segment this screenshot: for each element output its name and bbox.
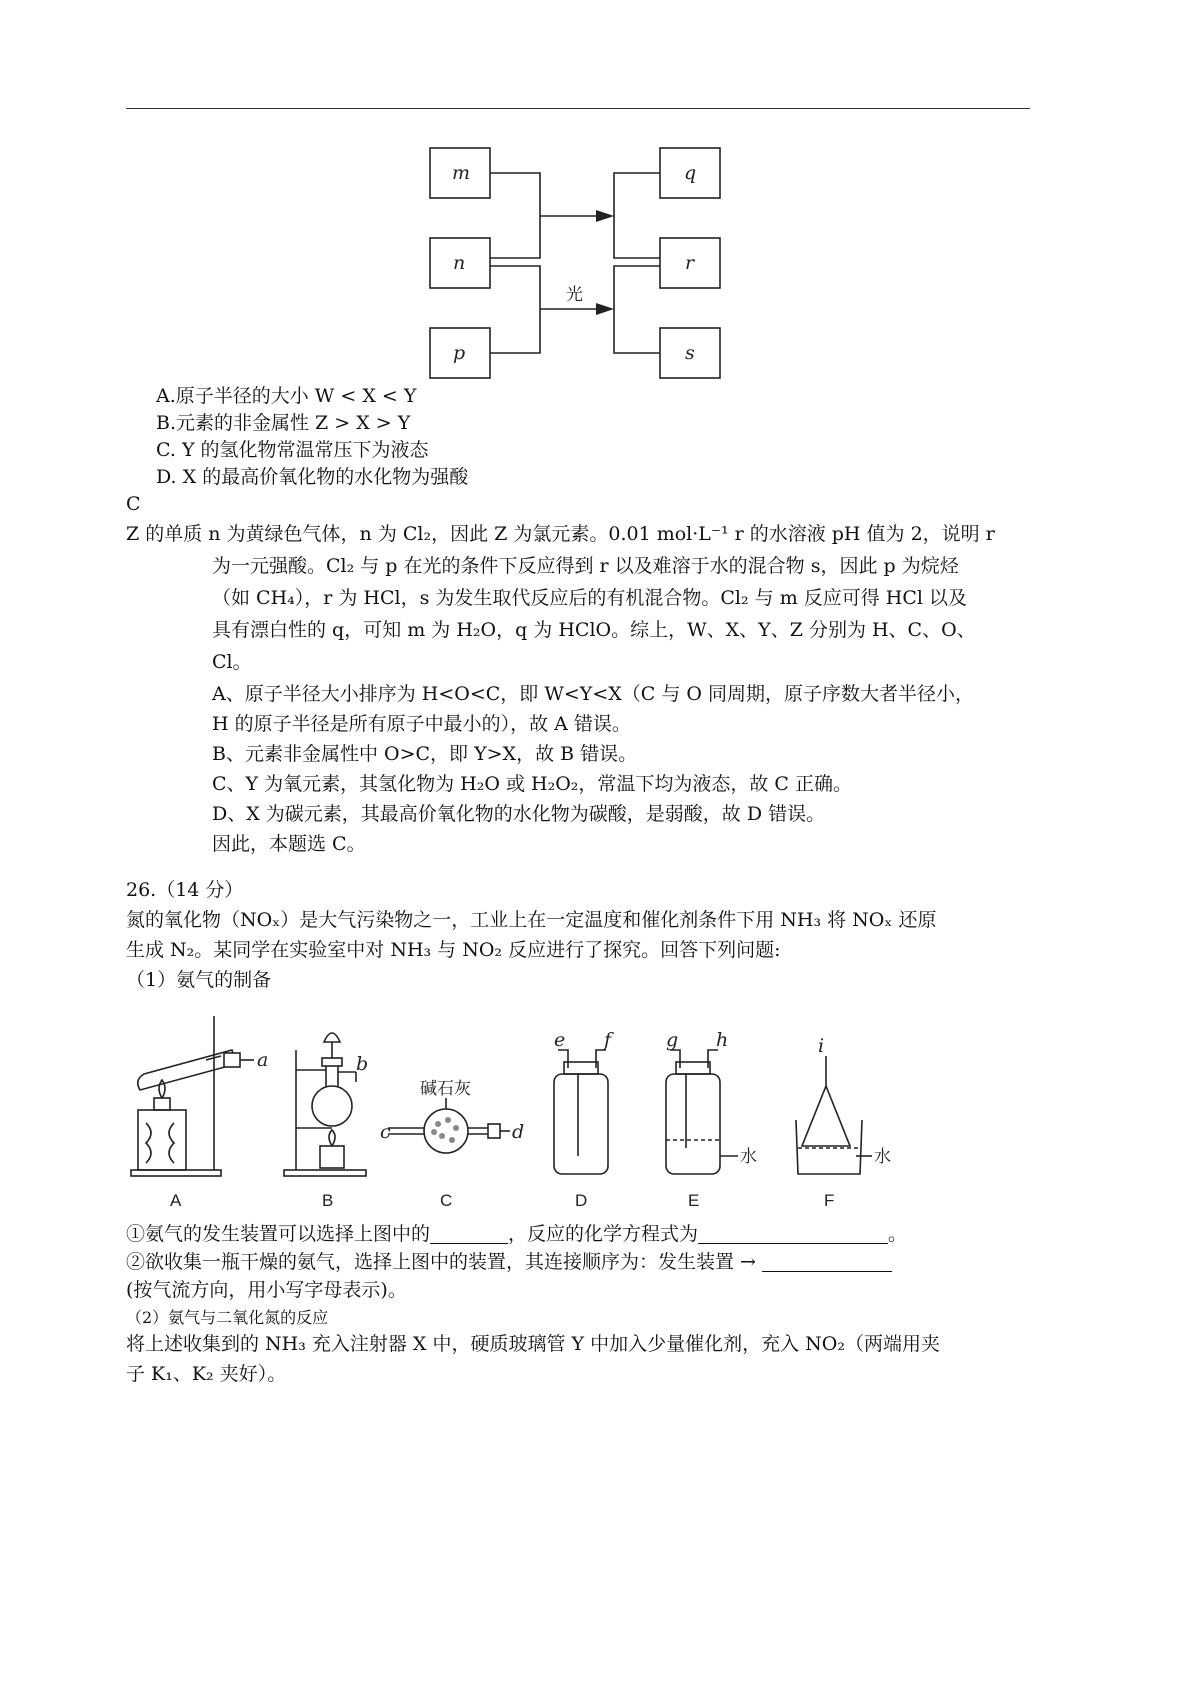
- explanation-line4: 具有漂白性的 q，可知 m 为 H₂O，q 为 HClO。综上，W、X、Y、Z 分别为 H、C、O、: [212, 619, 976, 641]
- water-label-e: 水: [740, 1147, 757, 1167]
- q26-intro-1: 氮的氧化物（NOₓ）是大气污染物之一，工业上在一定温度和催化剂条件下用 NH₃ 将 NOₓ 还原: [126, 909, 937, 931]
- explanation-a1: A、原子半径大小排序为 H<O<C，即 W<Y<X（C 与 O 同周期，原子序数大者半径小，: [212, 683, 974, 705]
- caption-d: D: [575, 1191, 588, 1210]
- water-label-f: 水: [874, 1147, 891, 1167]
- header-rule: [126, 108, 1030, 109]
- q26-1-2: [126, 1250, 892, 1274]
- q26-part2: （2）氨气与二氧化氮的反应: [126, 1308, 329, 1327]
- port-b: b: [356, 1053, 369, 1075]
- q26-part1: （1）氨气的制备: [126, 969, 272, 991]
- q1-text-b: ，反应的化学方程式为: [508, 1223, 699, 1245]
- explanation-b: B、元素非金属性中 O>C，即 Y>X，故 B 错误。: [212, 743, 638, 765]
- explanation-a2: H 的原子半径是所有原子中最小的），故 A 错误。: [212, 713, 631, 735]
- caption-f: F: [824, 1191, 835, 1210]
- explanation-c: C、Y 为氧元素，其氢化物为 H₂O 或 H₂O₂，常温下均为液态，故 C 正确。: [212, 773, 852, 795]
- port-d: d: [512, 1121, 525, 1143]
- explanation-conclusion: 因此，本题选 C。: [212, 833, 366, 855]
- caption-b: B: [322, 1191, 334, 1210]
- box-q-label: q: [684, 162, 697, 184]
- q26-header: 26.（14 分）: [126, 879, 244, 901]
- caption-e: E: [688, 1191, 700, 1210]
- explanation-d: D、X 为碳元素，其最高价氧化物的水化物为碳酸，是弱酸，故 D 错误。: [212, 803, 826, 825]
- q2-text-a: ②欲收集一瓶干燥的氨气，选择上图中的装置，其连接顺序为：发生装置 →: [126, 1251, 756, 1273]
- box-r-label: r: [685, 252, 695, 274]
- box-s-label: s: [685, 342, 695, 364]
- reaction-flow-diagram: [430, 148, 720, 378]
- light-label: 光: [566, 285, 583, 305]
- explanation-line5: Cl。: [212, 651, 252, 673]
- port-i: i: [818, 1035, 825, 1057]
- answer-blank-equation[interactable]: [698, 1225, 888, 1244]
- port-g: g: [666, 1029, 679, 1051]
- answer: C: [126, 493, 141, 515]
- port-c: c: [380, 1121, 391, 1143]
- explanation-line1: Z 的单质 n 为黄绿色气体，n 为 Cl₂，因此 Z 为氯元素。0.01 mol·L⁻¹ r 的水溶液 pH 值为 2，说明 r: [126, 523, 995, 545]
- port-a: a: [257, 1049, 269, 1071]
- explanation-line3: （如 CH₄），r 为 HCl，s 为发生取代反应后的有机混合物。Cl₂ 与 m 反应可得 HCl 以及: [212, 587, 968, 609]
- q26-1-1: [126, 1222, 907, 1246]
- option-d: D. X 的最高价氧化物的水化物为强酸: [156, 466, 469, 488]
- q1-text-c: 。: [888, 1223, 908, 1245]
- box-m-label: m: [452, 162, 471, 184]
- port-e: e: [554, 1029, 566, 1051]
- option-c: C. Y 的氢化物常温常压下为液态: [156, 439, 429, 461]
- soda-lime-label: 碱石灰: [420, 1079, 471, 1099]
- box-n-label: n: [453, 252, 466, 274]
- port-h: h: [716, 1029, 729, 1051]
- q26-1-2-note: (按气流方向，用小写字母表示)。: [126, 1279, 407, 1301]
- answer-blank-sequence[interactable]: [762, 1253, 892, 1272]
- q26-last-2: 子 K₁、K₂ 夹好）。: [126, 1363, 287, 1385]
- box-p-label: p: [453, 342, 466, 364]
- answer-blank-apparatus[interactable]: [430, 1225, 508, 1244]
- caption-c: C: [440, 1191, 453, 1210]
- option-b: B.元素的非金属性 Z > X > Y: [156, 412, 411, 434]
- apparatus-figure: [126, 998, 1006, 1218]
- explanation-line2: 为一元强酸。Cl₂ 与 p 在光的条件下反应得到 r 以及难溶于水的混合物 s，因此 p 为烷烃: [212, 555, 959, 577]
- port-f: f: [604, 1029, 612, 1051]
- q1-text-a: ①氨气的发生装置可以选择上图中的: [126, 1223, 431, 1245]
- q26-last-1: 将上述收集到的 NH₃ 充入注射器 X 中，硬质玻璃管 Y 中加入少量催化剂，充入 NO₂（两端用夹: [126, 1333, 940, 1355]
- q26-intro-2: 生成 N₂。某同学在实验室中对 NH₃ 与 NO₂ 反应进行了探究。回答下列问题:: [126, 939, 781, 961]
- caption-a: A: [170, 1191, 182, 1210]
- option-a: A.原子半径的大小 W < X < Y: [156, 385, 417, 407]
